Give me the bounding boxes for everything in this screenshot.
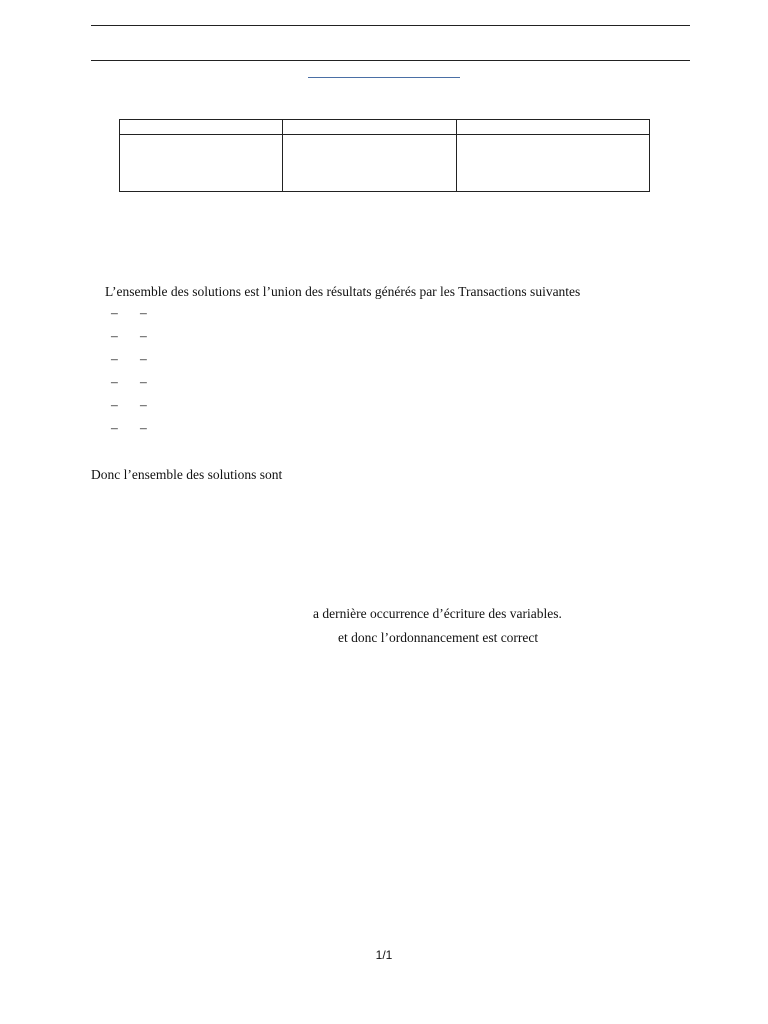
note-line-2: et donc l’ordonnancement est correct [338,630,539,645]
header-rule-top [91,25,690,26]
table-cell [283,135,457,192]
table-header-cell [457,120,650,135]
list-marker: – [111,351,118,366]
list-item-text: – [140,328,147,343]
conclusion-text: Donc l’ensemble des solutions sont [91,467,283,482]
list-item [111,351,171,374]
list-marker: – [111,397,118,412]
list-item-text: – [140,397,147,412]
page-number: 1/1 [375,948,393,962]
list-item [111,305,171,328]
list-marker: – [111,374,118,389]
list-item [111,374,171,397]
table-cell [457,135,650,192]
list-marker: – [111,328,118,343]
list-marker: – [111,420,118,435]
list-item-text: – [140,420,147,435]
note-line-1: a dernière occurrence d’écriture des variables. [313,606,562,621]
table-header-cell [283,120,457,135]
solutions-intro-text: L’ensemble des solutions est l’union des résultats générés par les Transactions suivantes [105,284,581,299]
title-link-underline [308,77,460,78]
list-item-text: – [140,351,147,366]
list-item [111,328,171,351]
table-header-cell [120,120,283,135]
list-item-text: – [140,305,147,320]
list-item [111,397,171,420]
table-row [120,135,650,192]
list-item [111,420,171,443]
list-item-text: – [140,374,147,389]
transactions-list [111,305,171,443]
list-marker: – [111,305,118,320]
schedule-table [119,119,650,192]
table-header-row [120,120,650,135]
header-rule-bottom [91,60,690,61]
table-cell [120,135,283,192]
